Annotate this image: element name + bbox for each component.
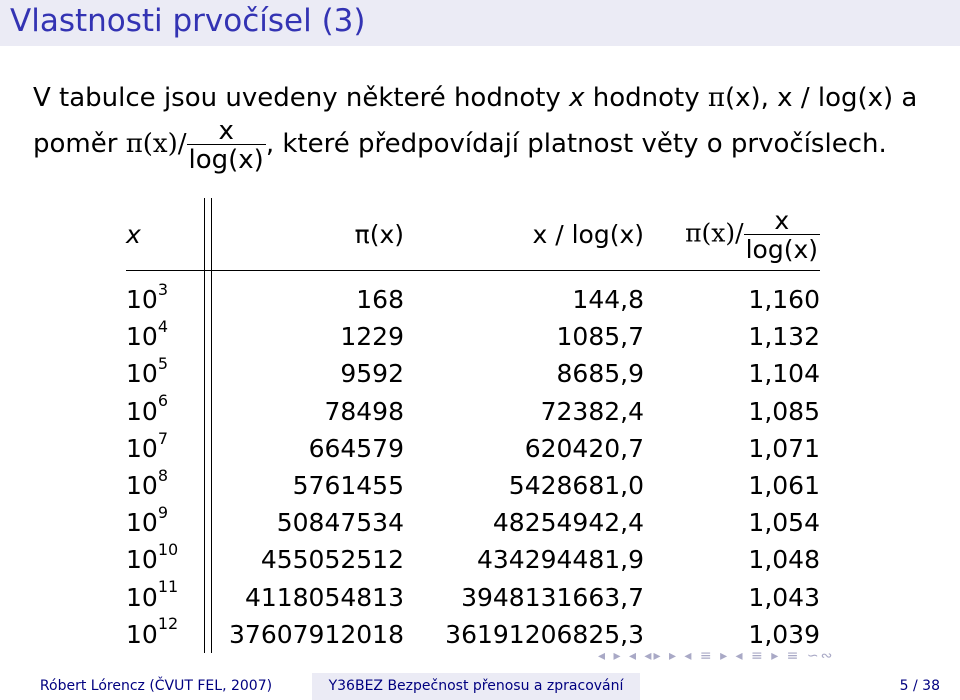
column-separator: [205, 355, 212, 392]
intro-text-part: ,: [760, 83, 778, 113]
cell-x-over-log: 8685,9: [556, 359, 644, 389]
table-row: [126, 271, 820, 319]
table-row: [126, 541, 820, 578]
cell-x: $10^{12}$: [126, 614, 179, 649]
intro-line-1: [33, 80, 933, 116]
table-row: [126, 393, 820, 430]
cell-ratio: 1,061: [748, 471, 820, 501]
math-pi: π: [707, 83, 725, 113]
column-separator: [205, 504, 212, 541]
header-x-label: x: [126, 219, 141, 249]
cell-x-over-log: 5428681,0: [508, 471, 644, 501]
math-x-over-log: x / log(x): [777, 83, 894, 113]
cell-x-over-log: 620420,7: [524, 433, 644, 463]
beamer-navigation-icons[interactable]: ◂ ▸ ◂ ◂▸ ▸ ◂ ≡ ▸ ◂ ≡ ▸ ≡ ∽∾: [598, 648, 835, 664]
cell-x: $10^{10}$: [126, 540, 179, 575]
cell-ratio: 1,048: [748, 545, 820, 575]
cell-pi: 1229: [340, 322, 404, 352]
cell-x-over-log: 36191206825,3: [445, 619, 644, 649]
cell-x: $10^5$: [126, 354, 168, 389]
table-row: [126, 579, 820, 616]
cell-ratio: 1,085: [748, 396, 820, 426]
cell-x: $10^4$: [126, 316, 168, 352]
cell-x-over-log: 48254942,4: [492, 508, 644, 538]
footer-course: Y36BEZ Bezpečnost přenosu a zpracování: [312, 673, 640, 700]
intro-text: [33, 80, 933, 182]
cell-x: $10^3$: [126, 279, 168, 315]
column-separator: [205, 430, 212, 467]
fraction-denominator: log(x): [745, 234, 818, 264]
prime-table: [126, 198, 820, 653]
intro-text-part: poměr: [33, 129, 126, 159]
fraction-denominator: log(x): [188, 145, 264, 175]
cell-pi: 168: [356, 285, 404, 315]
math-paren-x: (x): [724, 83, 761, 113]
cell-x-over-log: 72382,4: [540, 396, 644, 426]
cell-pi: 664579: [308, 433, 404, 463]
header-ratio-prefix: π(x)/: [685, 218, 744, 247]
cell-x: $10^6$: [126, 391, 168, 426]
cell-x-over-log: 144,8: [572, 285, 644, 315]
intro-text-part: hodnoty: [584, 83, 708, 113]
header-x: [126, 198, 205, 271]
column-separator: [205, 579, 212, 616]
column-separator: [205, 393, 212, 430]
cell-x: $10^8$: [126, 465, 168, 501]
intro-text-part: a: [893, 83, 918, 113]
cell-pi: 4118054813: [244, 582, 404, 612]
footer-author: Róbert Lórencz (ČVUT FEL, 2007): [0, 673, 312, 700]
cell-ratio: 1,071: [748, 433, 820, 463]
header-pi: π(x): [212, 198, 405, 271]
cell-pi: 455052512: [260, 545, 404, 575]
cell-x-over-log: 3948131663,7: [461, 582, 644, 612]
header-ratio: [644, 198, 820, 271]
fraction-numerator: x: [774, 205, 790, 235]
title-bar: [0, 0, 960, 46]
cell-ratio: 1,039: [748, 619, 820, 649]
header-x-over-log: x / log(x): [404, 198, 644, 271]
footer: [0, 673, 960, 700]
column-separator: [205, 318, 212, 355]
column-separator: [205, 271, 212, 319]
table-row: [126, 430, 820, 467]
table-row: [126, 467, 820, 504]
column-separator: [205, 616, 212, 653]
cell-pi: 37607912018: [229, 619, 404, 649]
slide-title: Vlastnosti prvočísel (3): [10, 3, 366, 39]
table-row: [126, 355, 820, 392]
cell-ratio: 1,043: [748, 582, 820, 612]
cell-x-over-log: 434294481,9: [476, 545, 644, 575]
table-row: [126, 504, 820, 541]
cell-pi: 5761455: [292, 471, 404, 501]
column-separator: [205, 198, 212, 271]
cell-x: $10^9$: [126, 502, 168, 538]
footer-page-number: 5 / 38: [640, 673, 960, 700]
cell-ratio: 1,104: [748, 359, 820, 389]
cell-ratio: 1,132: [748, 322, 820, 352]
table-header-row: [126, 198, 820, 271]
cell-ratio: 1,160: [748, 285, 820, 315]
cell-x-over-log: 1085,7: [556, 322, 644, 352]
table-row: [126, 318, 820, 355]
column-separator: [205, 467, 212, 504]
intro-text-part: , které předpovídají platnost věty o prvočíslech.: [265, 129, 887, 159]
column-separator: [205, 541, 212, 578]
cell-pi: 9592: [340, 359, 404, 389]
cell-ratio: 1,054: [748, 508, 820, 538]
fraction-numerator: x: [218, 116, 234, 146]
intro-line-2: [33, 116, 933, 182]
intro-text-part: V tabulce jsou uvedeny některé hodnoty: [33, 83, 570, 113]
math-fraction: [187, 118, 266, 175]
header-ratio-fraction: [744, 205, 820, 265]
cell-x: $10^7$: [126, 428, 168, 463]
math-x: x: [569, 83, 585, 113]
math-pi-ratio: π(x)/: [125, 129, 187, 159]
cell-x: $10^{11}$: [126, 577, 179, 612]
cell-pi: 78498: [324, 396, 404, 426]
cell-pi: 50847534: [276, 508, 404, 538]
